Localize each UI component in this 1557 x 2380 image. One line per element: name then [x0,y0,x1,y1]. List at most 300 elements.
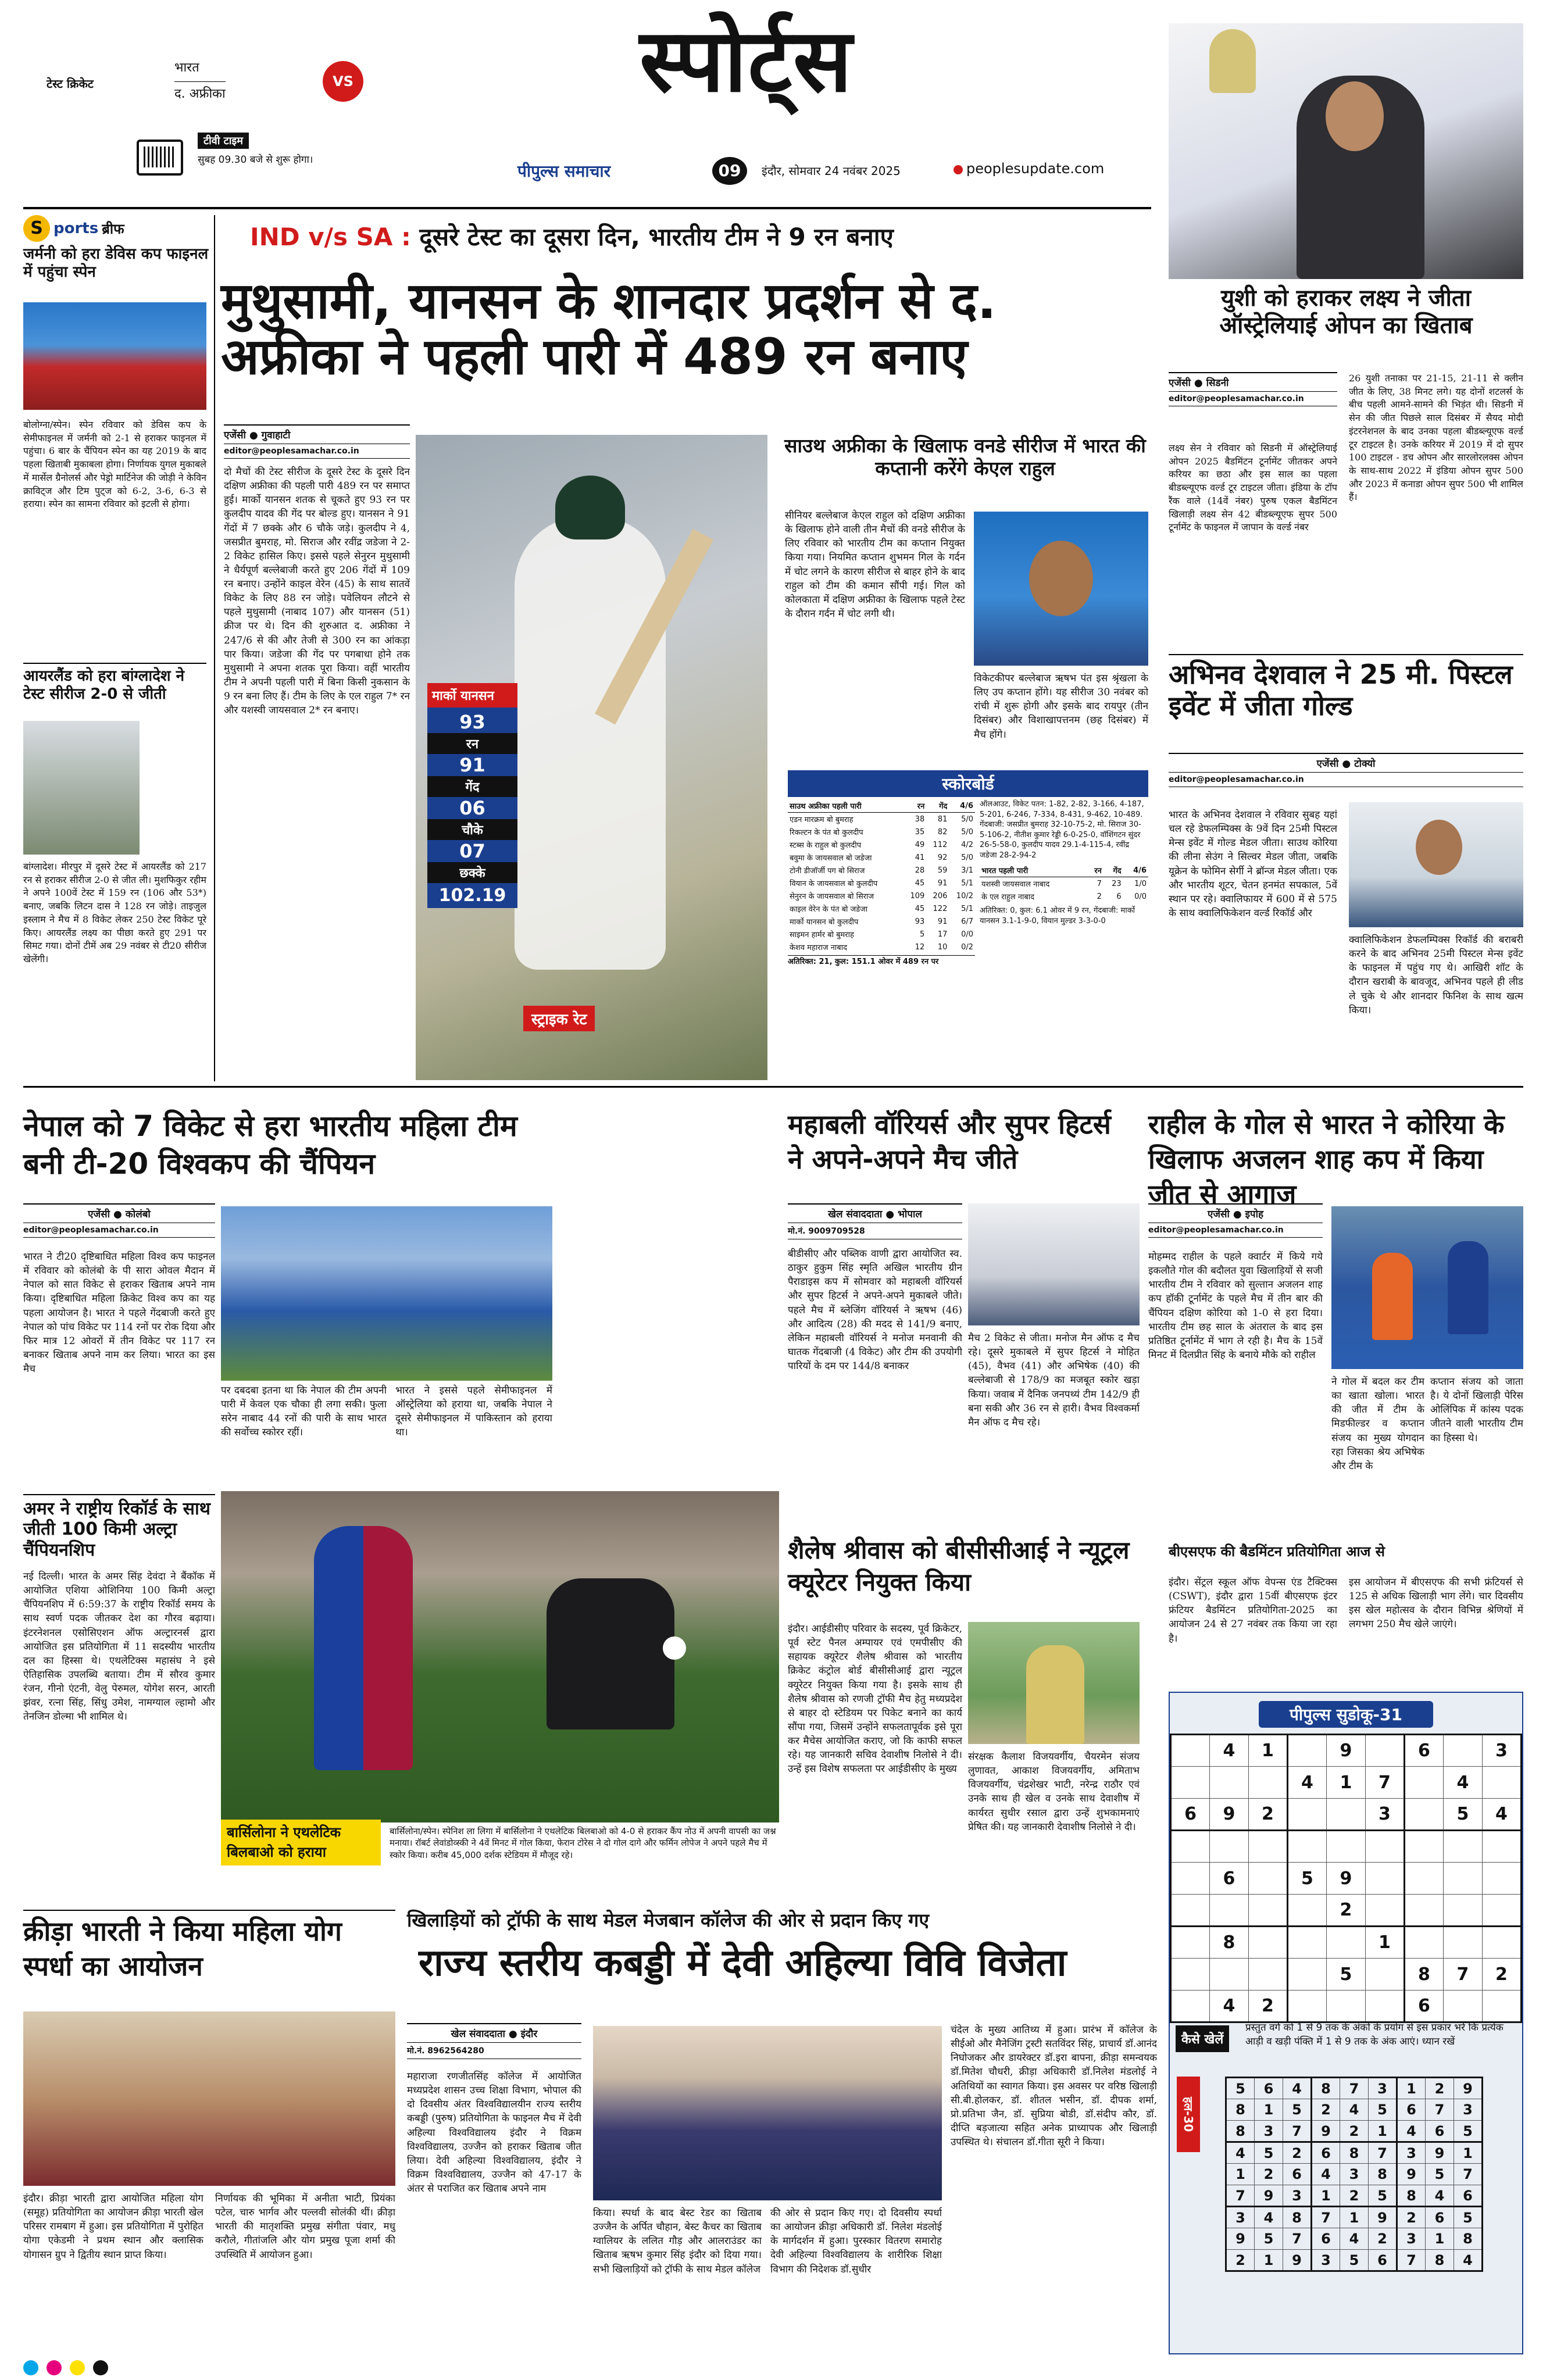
grid-cell: 3 [1454,2099,1483,2121]
mahabali-body-1: बीडीसीए और पब्लिक वाणी द्वारा आयोजित स्व. ठाकुर हुकुम सिंह स्मृति अखिल भारतीय ग्रीन पैराडाइस कप में सोमवार को महाबली वॉरियर्स और सुपर हिटर्स ने अपने-अपने मुकाबले जीते। पहले मैच में ब्लेजिंग वॉरियर्स ने ऋषभ (46) और आदित्य (28) की मदद से 141/9 बनाए, लेकिन महाबली वॉरियर्स ने मनोज मनवानी की घातक गेंदबाजी (4 विकेट) और टीम की उपयोगी पारियों के दम पर 144/8 बनाकर [788,1248,962,1372]
vs-badge: VS [323,61,363,102]
grid-cell[interactable]: 7 [1443,1959,1482,1991]
barca-photo [221,1491,779,1822]
grid-cell[interactable] [1404,1767,1443,1799]
grid-cell[interactable] [1171,1831,1210,1863]
grid-cell: 2 [1369,2228,1397,2250]
grid-cell[interactable] [1171,1767,1210,1799]
grid-cell[interactable]: 8 [1404,1959,1443,1991]
player-silhouette [515,516,666,970]
score-header-cell: भारत पहली पारी [981,867,1029,876]
grid-cell: 5 [1369,2099,1397,2121]
grid-cell[interactable] [1171,1991,1210,2022]
grid-cell: 1 [1312,2185,1340,2207]
score-cell: 206 [933,891,948,900]
grid-cell: 7 [1312,2207,1340,2228]
grid-cell[interactable]: 1 [1327,1767,1366,1799]
grid-cell: 2 [1283,2142,1312,2164]
grid-row [1226,2250,1483,2271]
grid-row [1171,1927,1522,1959]
rahul-body-2: विकेटकीपर बल्लेबाज ऋषभ पंत इस श्रृंखला के लिए उप कप्तान होंगे। यह सीरीज 30 नवंबर को रांची में शुरू होगी और इसके बाद रायपुर (तीन दिसंबर) और विशाखापत्तनम (छह दिसंबर) में मैच होंगे। [974,673,1148,741]
score-cell: स्टब्स के राहुल बो कुलदीप [790,841,862,850]
grid-row [1171,1831,1522,1863]
grid-cell[interactable] [1210,1895,1249,1927]
score-row [788,838,975,851]
trophy-shape [1209,29,1256,93]
grid-cell: 9 [1255,2185,1283,2207]
score-cell: 112 [933,840,948,849]
kabaddi-body-4: चंदेल के मुख्य आतिथ्य में हुआ। प्रारंभ में कॉलेज के सीईओ और मैनेजिंग ट्रस्टी सतविंदर सिंह, प्राचार्य डॉ.आनंद निघोजकर और डायरेक्टर डॉ.इरा बापना, क्रीड़ा समन्वयक डॉ.मितेश चौधरी, क्रीड़ा अधिकारी डॉ.निलेश मंडलोई ने अतिथियों का स्वागत किया। इस अवसर पर वरिष्ठ खिलाड़ी सी.बी.होलकर, डॉ. शीतल भसीन, डॉ. दीपक शर्मा, प्रो.प्रतिभा जैन, डॉ. सुप्रिया बोडी, डॉ.संदीप कौर, डॉ. दीप्ति बड़जात्या सहित अनेक प्राध्यापक और खिलाड़ी उपस्थित थे। संचालन डॉ.गीता सूरी ने किया। [951,2024,1157,2148]
raheel-body-3: कप्तान संजय को जाता है। ये दोनों खिलाड़ी पेरिस ओलिंपिक में कांस्य पदक जीतने वाली भारतीय टीम का हिस्सा थे। [1430,1376,1523,1444]
raheel-agency: एजेंसी ● इपोह editor@peoplesamachar.co.in [1148,1203,1323,1238]
bsf-body-1: इंदौर। सेंट्रल स्कूल ऑफ वेपन्स एंड टैक्टिक्स (CSWT), इंदौर द्वारा 15वीं बीएसएफ इंटर फ्रंटियर बैडमिंटन प्रतियोगिता-2025 का आयोजन 24 से 27 नवंबर तक किया जा रहा है। [1169,1577,1337,1645]
grid-cell: 5 [1454,2121,1483,2142]
grid-cell: 2 [1397,2207,1426,2228]
grid-row [1226,2185,1483,2207]
score-header-cell: रन [1094,867,1102,876]
score-header-cell: गेंद [939,802,948,811]
grid-cell[interactable] [1327,1799,1366,1831]
grid-cell[interactable] [1171,1895,1210,1927]
score-header-row [788,799,975,813]
score-header-cell: रन [917,802,925,811]
grid-cell[interactable]: 2 [1248,1991,1287,2022]
lead-headline: मुथुसामी, यानसन के शानदार प्रदर्शन से द. अफ्रीका ने पहली पारी में 489 रन बनाए [221,272,997,387]
grid-cell: 6 [1426,2207,1454,2228]
grid-row [1226,2121,1483,2142]
grid-cell: 5 [1454,2207,1483,2228]
score-cell: 12 [915,942,925,952]
rahul-headline: साउथ अफ्रीका के खिलाफ वनडे सीरीज में भारत की कप्तानी करेंगे केएल राहुल [784,434,1146,480]
score-row [788,864,975,877]
grid-cell: 9 [1454,2078,1483,2099]
score-cell: रिकल्टन के पंत बो कुलदीप [790,828,863,837]
amar-body: नई दिल्ली। भारत के अमर सिंह देवंदा ने बैंकॉक में आयोजित एशिया ओशिनिया 100 किमी अल्ट्रा चैंपियनशिप में 6:59:37 के राष्ट्रीय रिकॉर्ड समय के साथ स्वर्ण पदक जीतकर देश का गौरव बढ़ाया। इंटरनेशनल एसोसिएशन ऑफ अल्ट्रारनर्स द्वारा आयोजित इस प्रतियोगिता में 11 सदस्यीय भारतीय दल का हिस्सा थे। एथलेटिक्स महासंघ ने इसे ऐतिहासिक उपलब्धि बताया। टीम में सौरव कुमार रंजन, गीनो एंटनी, वेलु पेरुमल, योगेश सरन, आरती झंवर, रत्ना सिंह, सिंधु उमेश, नामग्याल ल्हामो और तेनजिन डोल्मा भी शामिल थे। [23,1571,215,1723]
grid-cell: 4 [1226,2142,1255,2164]
grid-cell[interactable] [1248,1895,1287,1927]
hockey-player-blue [1448,1241,1488,1334]
section-divider-1 [23,1086,1523,1088]
nepal-headline: नेपाल को 7 विकेट से हरा भारतीय महिला टीम बनी टी-20 विश्वकप की चैंपियन [23,1109,517,1181]
score-cell: 17 [937,930,948,939]
grid-cell[interactable]: 5 [1443,1799,1482,1831]
grid-cell: 6 [1369,2250,1397,2271]
score-cell: के एल राहुल नाबाद [981,893,1035,902]
grid-cell: 4 [1426,2185,1454,2207]
score-cell: 23 [1112,879,1122,888]
brief-column [23,215,209,1081]
lakshya-agency: एजेंसी ● सिडनी editor@peoplesamachar.co.in [1169,372,1337,406]
grid-cell[interactable] [1327,1927,1366,1959]
grid-cell: 4 [1397,2121,1426,2142]
score-row [788,877,975,889]
grid-row [1171,1767,1522,1799]
grid-cell[interactable]: 2 [1248,1799,1287,1831]
grid-cell: 7 [1340,2078,1369,2099]
grid-cell[interactable] [1248,1959,1287,1991]
grid-cell[interactable]: 4 [1210,1735,1249,1767]
nepal-body-2: पर दबदबा इतना था कि नेपाल की टीम अपनी पारी में केवल एक चौका ही लगा सकी। फुला सरेन नाबाद 44 रनों की पारी के साथ भारत की सर्वोच्च स्कोरर रहीं। [221,1385,387,1439]
grid-cell[interactable]: 9 [1327,1735,1366,1767]
shailesh-body-1: इंदौर। आईडीसीए परिवार के सदस्य, पूर्व क्रिकेटर, पूर्व स्टेट पैनल अम्पायर एवं एमपीसीए की सहायक क्यूरेटर शैलेष श्रीवास को भारतीय क्रिकेट कंट्रोल बोर्ड बीसीसीआई द्वारा न्यूट्रल क्यूरेटर नियुक्त किया गया है। इसके साथ ही शैलेष श्रीवास को रणजी ट्रॉफी मैच हेतु मध्यप्रदेश से बाहर दो स्टेडियम पर पिकेट बनाने का कार्य सौंपा गया, जिसमें उन्होंने सफलतापूर्वक इसे पूरा कर मैचेस आयोजित कराए, जो कि काफी सफल रहे। यह जानकारी सचिव देवाशीष निलोसे ने दी। उन्हें इस विशेष सफलता पर आईडीसीए के मुख्य [788,1623,962,1775]
score-cell: 5/0 [961,853,973,862]
sa-extras: अतिरिक्त: 21, कुल: 151.1 ओवर में 489 रन पर [788,955,975,966]
score-cell: 28 [915,866,925,875]
grid-cell: 1 [1454,2142,1483,2164]
score-row [788,851,975,864]
grid-cell: 8 [1226,2099,1255,2121]
score-row [980,877,1148,891]
lead-kicker-match: IND v/s SA : [250,223,420,251]
grid-cell: 1 [1397,2078,1426,2099]
grid-cell: 3 [1283,2185,1312,2207]
lakshya-body-2: 26 युशी तनाका पर 21-15, 21-11 से क्लीन जीत के लिए, 38 मिनट लगे। यह दोनों शटलर्स के बीच पहली आमने-सामने की भिड़ंत थी। सिडनी में सेन की जीत पिछले साल दिसंबर में सैयद मोदी इंटरनेशनल के बाद उनका पहला बीडब्ल्यूएफ वर्ल्ड टूर टाइटल है। उनके करियर में 2019 में दो सुपर 100 टाइटल - डच ओपन और सारलोरलक्स ओपन के साथ-साथ 2022 में इंडिया ओपन सुपर 500 और 2023 में कनाडा ओपन सुपर 500 भी शामिल हैं। [1349,373,1523,503]
score-cell: 7 [1097,879,1102,888]
grid-cell[interactable] [1287,1799,1326,1831]
score-row [788,902,975,915]
grid-cell[interactable] [1248,1767,1287,1799]
grid-cell: 5 [1340,2250,1369,2271]
abhinav-agency: एजेंसी ● टोक्यो editor@peoplesamachar.co.in [1169,753,1523,787]
bsf-body-2: इस आयोजन में बीएसएफ की सभी फ्रंटियर्स से 125 से अधिक खिलाड़ी भाग लेंगे। चार दिवसीय इस खेल महोत्सव के दौरान विभिन्न श्रेणियों में लगभग 250 मैच खेले जाएंगे। [1349,1577,1523,1631]
grid-row [1171,1735,1522,1767]
grid-cell[interactable] [1482,1927,1521,1959]
grid-cell[interactable] [1287,1927,1326,1959]
grid-cell: 7 [1283,2121,1312,2142]
shailesh-body-2: संरक्षक कैलाश विजयवर्गीय, चैयरमेन संजय लुणावत, आकाश विजयवर्गीय, अमिताभ विजयवर्गीय, चंद्रशेखर भाटी, नरेन्द्र राठौर एवं उनके साथ ही खेल व उनके साथ देवाशीष में कार्यरत सुधीर रसाल द्वारा उन्हें शुभकामनाएं प्रेषित की। यह जानकारी देवाशीष निलोसे ने दी। [968,1751,1140,1833]
grid-cell: 9 [1283,2250,1312,2271]
kabaddi-agency: खेल संवाददाता ● इंदौर मो.नं. 8962564280 [407,2023,581,2059]
grid-cell[interactable]: 2 [1327,1895,1366,1927]
score-header-row [980,864,1148,877]
grid-cell: 6 [1255,2078,1283,2099]
yellow-dot [70,2360,85,2375]
grid-row [1171,1799,1522,1831]
score-cell: 6/7 [961,917,973,926]
grid-cell[interactable] [1482,1831,1521,1863]
header-rule [23,207,1151,209]
grid-cell: 9 [1312,2121,1340,2142]
grid-cell[interactable]: 6 [1171,1799,1210,1831]
cyan-dot [23,2360,38,2375]
rahul-photo [974,512,1148,666]
grid-cell[interactable] [1443,1895,1482,1927]
score-cell: 49 [915,840,925,849]
brief-headline-2: आयरलैंड को हरा बांग्लादेश ने टेस्ट सीरीज 2-0 से जीती [23,663,206,703]
grid-cell: 3 [1397,2142,1426,2164]
lead-agency: एजेंसी ● गुवाहाटी editor@peoplesamachar.co.in [224,424,410,459]
grid-cell: 1 [1426,2228,1454,2250]
grid-row [1171,1895,1522,1927]
score-cell: यशस्वी जायसवाल नाबाद [981,880,1050,889]
grid-cell: 9 [1397,2164,1426,2185]
grid-cell[interactable]: 9 [1327,1863,1366,1895]
lakshya-headline: युशी को हराकर लक्ष्य ने जीता ऑस्ट्रेलियाई ओपन का खिताब [1219,285,1473,340]
grid-cell: 4 [1454,2250,1483,2271]
score-row [788,889,975,902]
kabaddi-body-1: महाराजा रणजीतसिंह कॉलेज में आयोजित मध्यप्रदेश शासन उच्च शिक्षा विभाग, भोपाल की दो दिवसीय अंतर विश्वविद्यालयीन राज्य स्तरीय कबड्डी (पुरुष) प्रतियोगिता के फाइनल मैच में देवी अहिल्या विश्वविद्यालय इंदौर ने विक्रम विश्वविद्यालय, उज्जैन को हराकर खिताब जीत लिया। देवी अहिल्या विश्वविद्यालय, इंदौर ने विक्रम विश्वविद्यालय, उज्जैन को 47-17 के अंतर से पराजित कर खिताब अपने नाम [407,2071,581,2195]
score-cell: 93 [915,917,925,926]
grid-cell: 4 [1340,2099,1369,2121]
sudoku-box [1169,1692,1523,2354]
grid-cell[interactable] [1404,1863,1443,1895]
grid-cell: 5 [1226,2078,1255,2099]
score-header-cell: साउथ अफ्रीका पहली पारी [790,802,862,811]
grid-cell: 7 [1369,2142,1397,2164]
grid-cell: 6 [1426,2121,1454,2142]
grid-cell[interactable]: 2 [1482,1959,1521,1991]
brief-logo-suffix: ब्रीफ [102,220,124,237]
grid-cell: 3 [1312,2250,1340,2271]
grid-cell[interactable]: 5 [1327,1959,1366,1991]
grid-cell: 7 [1397,2250,1426,2271]
score-cell: 81 [937,814,948,824]
raheel-headline: राहील के गोल से भारत ने कोरिया के खिलाफ अजलन शाह कप में किया जीत से आगाज [1148,1109,1505,1210]
score-cell: 2 [1097,892,1102,901]
grid-cell[interactable] [1248,1831,1287,1863]
grid-cell: 1 [1369,2121,1397,2142]
grid-cell[interactable] [1365,1959,1404,1991]
score-cell: 6 [1116,892,1122,901]
grid-cell[interactable] [1443,1991,1482,2022]
grid-cell[interactable]: 1 [1365,1927,1404,1959]
grid-cell: 3 [1397,2228,1426,2250]
score-cell: 38 [915,814,925,824]
score-cell: 91 [937,878,948,888]
score-cell: 0/2 [961,942,973,952]
grid-cell[interactable]: 6 [1210,1863,1249,1895]
grid-row [1226,2207,1483,2228]
mahabali-photo [968,1203,1140,1325]
grid-cell: 6 [1283,2164,1312,2185]
score-cell: बवुमा के जायसवाल बो जडेजा [790,854,872,863]
grid-cell[interactable] [1404,1799,1443,1831]
grid-cell[interactable] [1404,1927,1443,1959]
grid-cell[interactable] [1482,1863,1521,1895]
tv-channel: टीवी टाइम [198,133,249,149]
grid-cell: 5 [1255,2142,1283,2164]
score-cell: टोनी डीजॉर्जी पग बो सिराज [790,867,865,875]
grid-cell: 3 [1255,2121,1283,2142]
grid-cell[interactable] [1443,1735,1482,1767]
score-row [788,813,975,826]
grid-cell[interactable]: 1 [1248,1735,1287,1767]
grid-cell[interactable]: 3 [1482,1735,1521,1767]
jansen-stat-box [427,683,517,908]
grid-cell[interactable] [1443,1831,1482,1863]
grid-cell[interactable] [1287,1991,1326,2022]
grid-cell[interactable] [1365,1895,1404,1927]
score-cell: मार्को यानसन बो कुलदीप [790,918,859,927]
score-row [788,928,975,941]
score-cell: 59 [937,866,948,875]
grid-cell[interactable] [1171,1927,1210,1959]
jansen-name-tag: मार्को यानसन [427,683,517,707]
barca-caption: बार्सिलोना/स्पेन। स्पेनिश ला लिगा में बार्सिलोना ने एथलेटिक बिलबाओ को 4-0 से हराकर कैंप नोउ में अपनी वापसी का जश्न मनाया। रॉबर्ट लेवांडोव्स्की ने 4वें मिनट में गोल किया, फेरान टोरेस ने दो गोल दागे और फर्मिन लोपेज ने अपने पहले मैच में स्कोर किया। करीब 45,000 दर्शक स्टेडियम में मौजूद रहे। [390,1826,776,1860]
grid-cell[interactable] [1404,1831,1443,1863]
scoreboard [788,770,1148,1078]
team1: भारत [174,60,199,75]
grid-cell: 9 [1426,2142,1454,2164]
dateline: इंदौर, सोमवार 24 नवंबर 2025 [762,164,901,178]
grid-cell[interactable] [1404,1895,1443,1927]
grid-row [1171,1991,1522,2022]
grid-cell[interactable]: 9 [1210,1799,1249,1831]
grid-cell: 5 [1255,2228,1283,2250]
answer-label: हल-30 [1177,2077,1200,2152]
grid-cell[interactable]: 7 [1365,1767,1404,1799]
mahabali-body-2: मैच 2 विकेट से जीता। मनोज मैन ऑफ द मैच रहे। दूसरे मुकाबले में सुपर हिटर्स ने मोहित (45), वैभव (41) और अभिषेक (40) की बल्लेबाजी से 178/9 का मजबूत स्कोर खड़ा किया। जवाब में दैनिक जनपथ्यं टीम 142/9 ही बना सकी और 36 रन से हारी। वैभव विश्वकर्मा मैन ऑफ द मैच रहे। [968,1332,1140,1428]
grid-cell[interactable] [1482,1767,1521,1799]
rahul-face [1029,541,1093,616]
magenta-dot [47,2360,62,2375]
grid-cell: 2 [1255,2164,1283,2185]
score-cell: 122 [933,904,948,913]
grid-row [1226,2099,1483,2121]
grid-cell: 8 [1426,2250,1454,2271]
abhinav-photo [1349,802,1523,927]
grid-cell[interactable] [1443,1863,1482,1895]
grid-cell[interactable]: 3 [1365,1799,1404,1831]
grid-row [1226,2142,1483,2164]
grid-cell[interactable] [1171,1959,1210,1991]
kabaddi-body-2: किया। स्पर्धा के बाद बेस्ट रेडर का खिताब उज्जैन के अर्पित चौहान, बेस्ट कैचर का खिताब ग्वालियर के ललित गौड़ और आलराउंडर का खिताब ऋषभ कुमार सिंह इंदौर को दिया गया। सभी खिलाड़ियों को ट्रॉफी के साथ मेडल कॉलेज [593,2207,762,2275]
lead-kicker [250,220,894,253]
team2: द. अफ्रीका [174,81,226,102]
grid-cell[interactable]: 8 [1210,1927,1249,1959]
score-cell: 91 [937,917,948,926]
grid-cell[interactable]: 5 [1287,1863,1326,1895]
barca-label: बार्सिलोना ने एथलेटिक बिलबाओ को हराया [221,1820,381,1866]
grid-cell[interactable]: 4 [1482,1799,1521,1831]
score-cell: 4/2 [961,840,973,849]
score-header-cell: 4/6 [960,801,973,810]
grid-cell: 6 [1312,2142,1340,2164]
brief-logo: S [23,215,50,242]
grid-cell: 7 [1283,2228,1312,2250]
strike-rate-label: स्ट्राइक रेट [523,1006,595,1031]
grid-cell: 5 [1283,2099,1312,2121]
globe-icon [954,165,963,174]
paper-name: पीपुल्स समाचार [517,162,611,181]
shailesh-headline: शैलेष श्रीवास को बीसीसीआई ने न्यूट्रल क्यूरेटर नियुक्त किया [788,1536,1130,1596]
grid-cell[interactable] [1365,1991,1404,2022]
grid-cell: 2 [1340,2121,1369,2142]
score-cell: 10/2 [956,891,973,900]
grid-cell[interactable] [1365,1863,1404,1895]
sa-innings-table [788,799,975,953]
brief-body-1: बोलोग्ना/स्पेन। स्पेन रविवार को डेविस कप के सेमीफाइनल में जर्मनी को 2-1 से हराकर फाइनल में पहुंचा। 6 बार के चैंपियन स्पेन का यह 2019 के बाद पहला खिताबी मुकाबला होगा। निर्णायक युगल मुकाबले में मार्सेल ग्रैनोलर्स और पेड्रो मार्टिनेज की जोड़ी ने केविन क्राविट्ज और टिम पुट्ज को 6-2, 3-6, 6-3 से हराया। स्पेन का सामना रविवार को इटली से होगा। [23,419,206,510]
black-dot [93,2360,108,2375]
sudoku-answer-grid [1225,2077,1483,2272]
barca-player-2 [547,1578,674,1729]
brief-headline-1: जर्मनी को हरा डेविस कप फाइनल में पहुंचा स्पेन [23,245,209,281]
score-row [788,826,975,838]
lead-body: दो मैचों की टेस्ट सीरीज के दूसरे टेस्ट के दूसरे दिन दक्षिण अफ्रीका की पहली पारी 489 रन पर समाप्त हुई। मार्को यानसन शतक से चूकते हुए 93 रन पर कुलदीप यादव की गेंद पर बोल्ड हुए। यानसन ने 91 गेंदों में 7 छक्के और 6 चौके जड़े। कुलदीप ने 4, जसप्रीत बुमराह, मो. सिराज और रवींद्र जडेजा ने 2-2 विकेट हासिल किए। इससे पहले सेनुरन मुथुसामी ने धैर्यपूर्ण बल्लेबाजी करते हुए 206 गेंदों में 109 रन बनाए। उन्होंने काइल वेरेन (45) के साथ सातवें विकेट के लिए 88 रन जोड़े। पवेलियन लौटने से पहले मुथुसामी (नाबाद 107) और यानसन (51) क्रीज पर थे। दिन की शुरुआत द. अफ्रीका ने 247/6 से की और तेजी से 300 रन का आंकड़ा पार किया। जडेजा की गेंद पर पगबाधा होने तक मुथुसामी ने अपना शतक पूरा किया। वहीं भारतीय टीम ने अपनी पहली पारी में बिना किसी नुकसान के 9 रन बना लिए हैं। टीम के लिए के एल राहुल 7* रन और यशस्वी जायसवाल 2* रन बनाए। [224,466,410,717]
shailesh-figure [1026,1645,1084,1744]
grid-cell[interactable]: 4 [1287,1767,1326,1799]
grid-cell[interactable] [1365,1735,1404,1767]
grid-cell: 1 [1226,2164,1255,2185]
brief-divider [214,215,215,1081]
grid-cell: 3 [1340,2164,1369,2185]
ind-innings-table [980,864,1148,903]
shailesh-photo [968,1622,1140,1744]
score-cell: 0/0 [1134,892,1147,901]
grid-cell[interactable] [1287,1959,1326,1991]
grid-cell[interactable]: 6 [1404,1991,1443,2022]
grid-cell: 4 [1283,2078,1312,2099]
brief-photo-mushfiqur [23,721,140,855]
grid-cell[interactable] [1248,1863,1287,1895]
grid-cell[interactable] [1171,1863,1210,1895]
nepal-agency: एजेंसी ● कोलंबो editor@peoplesamachar.co.in [23,1203,215,1238]
grid-cell[interactable] [1210,1767,1249,1799]
grid-cell: 7 [1226,2185,1255,2207]
score-cell: केशव महाराज नाबाद [790,944,847,952]
lead-kicker-text: दूसरे टेस्ट का दूसरा दिन, भारतीय टीम ने 9 रन बनाए [419,223,894,251]
grid-cell[interactable] [1248,1927,1287,1959]
brief-logo-text: ports [53,220,99,237]
website[interactable]: peoplesupdate.com [966,160,1105,177]
amar-headline: अमर ने राष्ट्रीय रिकॉर्ड के साथ जीती 100 किमी अल्ट्रा चैंपियनशिप [23,1494,215,1560]
grid-row [1226,2164,1483,2185]
tv-time: सुबह 09.30 बजे से शुरू होगा। [198,154,313,166]
grid-cell[interactable] [1287,1831,1326,1863]
grid-cell: 2 [1340,2185,1369,2207]
mahabali-agency: खेल संवाददाता ● भोपाल मो.नं. 9009709528 [788,1203,962,1239]
grid-cell[interactable] [1210,1959,1249,1991]
grid-cell: 1 [1255,2250,1283,2271]
grid-cell[interactable] [1171,1735,1210,1767]
grid-cell[interactable] [1327,1831,1366,1863]
yoga-headline: क्रीड़ा भारती ने किया महिला योग स्पर्धा का आयोजन [23,1910,395,1984]
grid-cell[interactable] [1327,1991,1366,2022]
fall-of-wickets: ऑलआउट, विकेट पतन: 1-82, 2-82, 3-166, 4-187, 5-201, 6-246, 7-334, 8-431, 9-462, 10-489. गेंदबाजी: जसप्रीत बुमराह 32-10-75-2, मो. सिराज 30-5-106-2, नीतीश कुमार रेड्डी 6-0-25-0, वॉशिंगटन सुंदर 26-5-58-0, कुलदीप यादव 29.1-4-115-4, रवींद्र जडेजा 28-2-94-2 [980,800,1144,860]
grid-cell[interactable] [1287,1735,1326,1767]
grid-cell: 7 [1426,2099,1454,2121]
sudoku-grid[interactable] [1170,1734,1522,2023]
grid-cell: 3 [1226,2207,1255,2228]
abhinav-body-2: क्वालिफिकेशन डेफलम्पिक्स रिकॉर्ड की बराबरी करने के बाद अभिनव 25मी पिस्टल मेन्स इवेंट के फाइनल में पहुंच गए थे। आखिरी शॉट के दौरान खराबी के बावजूद, अभिनव पहले ही लीड ले चुके थे और शानदार फिनिश के साथ खत्म किया। [1349,934,1523,1016]
grid-cell[interactable] [1482,1991,1521,2022]
grid-cell[interactable] [1210,1831,1249,1863]
grid-cell[interactable]: 4 [1210,1991,1249,2022]
abhinav-face [1416,820,1462,875]
abhinav-body-1: भारत के अभिनव देशवाल ने रविवार सुबह यहां चल रहे डेफलम्पिक्स के 9वें दिन 25मी पिस्टल मेन्स इवेंट में गोल्ड मेडल जीता। साउथ कोरिया की लीना सेउंग ने सिल्वर मेडल जीता, जबकि यूक्रेन के फोमिन सेर्गी ने ब्रॉन्ज मेडल जीता। एक और भारतीय शूटर, चेतन हनमंत सपकाल, 5वें स्थान पर रहे। क्वालिफायर में 600 में से 575 के साथ क्वालिफिकेशन वर्ल्ड रिकॉर्ड और [1169,809,1337,919]
grid-cell[interactable] [1365,1831,1404,1863]
score-header-cell: गेंद [1113,867,1122,876]
grid-cell: 9 [1369,2207,1397,2228]
grid-cell: 4 [1340,2228,1369,2250]
sudoku-title: पीपुल्स सुडोकू-31 [1259,1701,1433,1728]
score-row [788,941,975,953]
grid-cell[interactable] [1443,1927,1482,1959]
kabaddi-headline: राज्य स्तरीय कबड्डी में देवी अहिल्या विवि विजेता [419,1942,1067,1985]
grid-cell: 5 [1369,2185,1397,2207]
score-cell: 5/1 [961,904,973,913]
grid-cell[interactable] [1482,1895,1521,1927]
grid-cell[interactable]: 6 [1404,1735,1443,1767]
grid-cell[interactable]: 4 [1443,1767,1482,1799]
score-cell: 82 [937,827,948,837]
grid-cell: 6 [1312,2228,1340,2250]
raheel-body-2: ने गोल में बदल कर टीम का खाता खोला। भारत की जीत में टीम के मिडफील्डर व कप्तान संजय का मुख्य योगदान रहा जिसका श्रेय अभिषेक और टीम के [1331,1376,1424,1472]
grid-cell[interactable] [1287,1895,1326,1927]
scoreboard-left [788,799,975,966]
jansen-stats: 93 रन 91 गेंद 06 चौके 07 छक्के 102.19 [427,707,517,908]
raheel-body-1: मोहम्मद राहील के पहले क्वार्टर में किये गये इकलौते गोल की बदौलत युवा खिलाड़ियों से सजी भारतीय टीम ने रविवार को सुल्तान अजलन शाह कप हॉकी टूर्नामेंट के पहले मैच में तीन बार की चैंपियन दक्षिण कोरिया को 1-0 से हरा दिया। भारतीय टीम छह साल के अंतराल के बाद इस प्रतिष्ठित टूर्नामेंट में भाग ले रही है। मैच के 15वें मिनट में दिलप्रीत सिंह के बनाये मौके को राहील [1148,1251,1323,1361]
